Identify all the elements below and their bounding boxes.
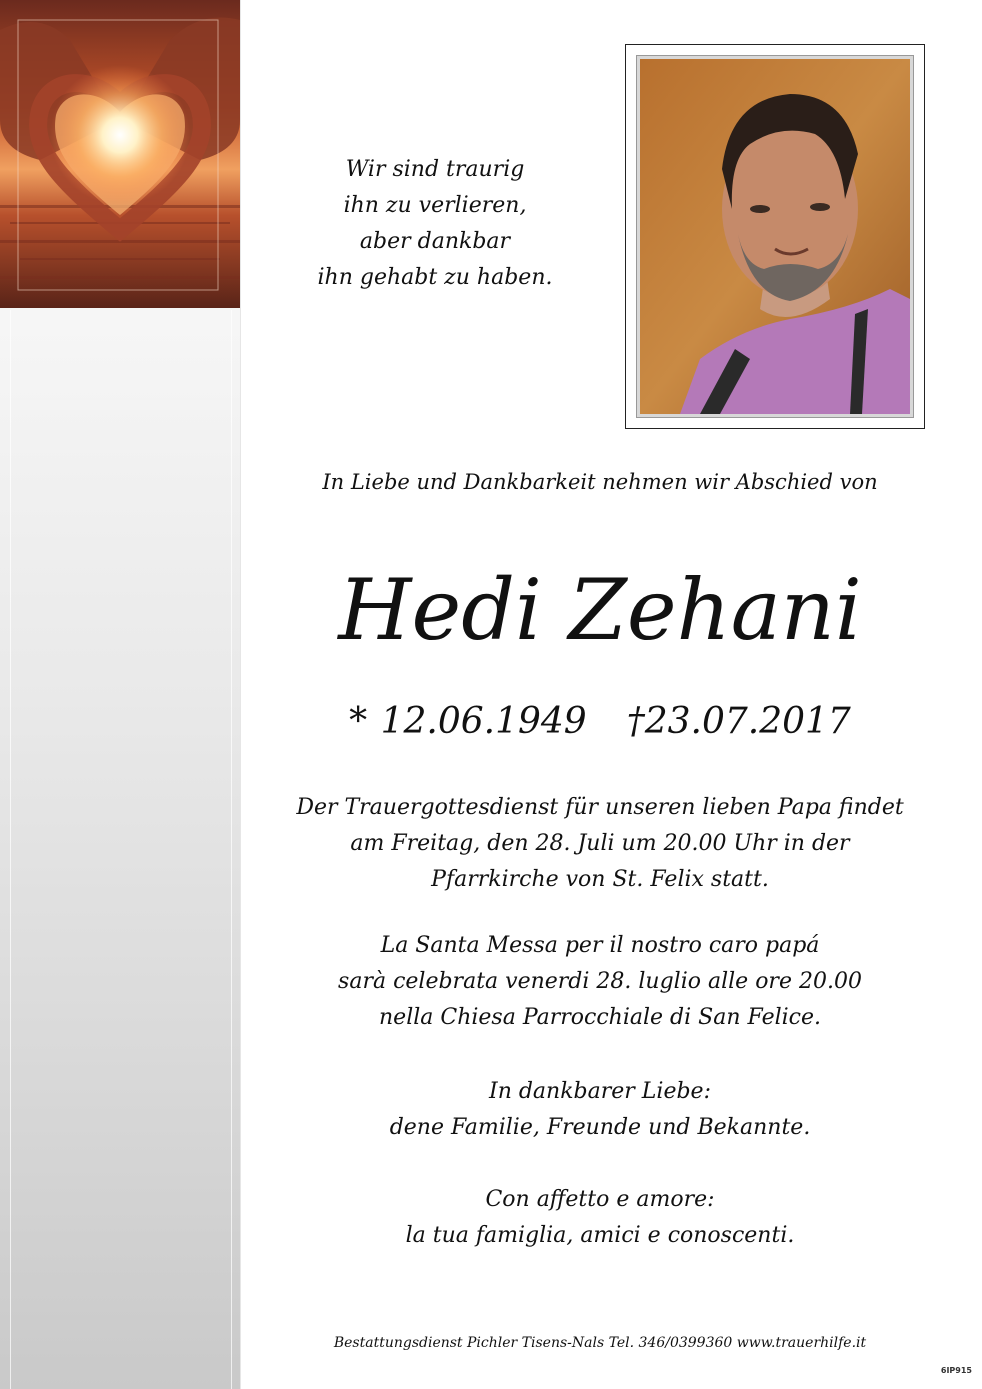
text-line: nella Chiesa Parrocchiale di San Felice. [379,1005,821,1030]
deceased-name: Hedi Zehani [338,561,862,659]
quote-line: Wir sind traurig [345,157,525,182]
text-line: sarà celebrata venerdi 28. luglio alle ore 20.00 [338,969,862,994]
quote-line: ihn zu verlieren, [343,193,527,218]
decorative-sidebar [0,0,241,1389]
intro-text: In Liebe und Dankbarkeit nehmen wir Abschied von [322,470,878,494]
text-line: am Freitag, den 28. Juli um 20.00 Uhr in der [350,831,850,856]
memorial-quote [295,152,575,296]
birth-date: * 12.06.1949 [349,701,587,742]
document-code: 6IP915 [940,1366,972,1375]
death-date: †23.07.2017 [626,701,851,742]
text-line: In dankbarer Liebe: [489,1079,711,1104]
text-line: La Santa Messa per il nostro caro papá [380,933,820,958]
german-closing [250,1074,950,1146]
text-line: Pfarrkirche von St. Felix statt. [431,867,769,892]
portrait-frame [625,44,925,429]
life-dates [250,697,950,747]
text-line: la tua famiglia, amici e conoscenti. [405,1223,795,1248]
heart-hands-sunset-image [0,0,240,308]
text-line: Der Trauergottesdienst für unseren lieben Papa findet [296,795,904,820]
funeral-service-footer: Bestattungsdienst Pichler Tisens-Nals Tel. 346/0399360 www.trauerhilfe.it [333,1335,867,1351]
text-line: dene Familie, Freunde und Bekannte. [389,1115,811,1140]
german-service-announcement [250,790,950,898]
text-line: Con affetto e amore: [485,1187,715,1212]
sidebar-border-lines [10,310,232,1389]
quote-line: aber dankbar [359,229,511,254]
italian-service-announcement [250,928,950,1036]
italian-closing [250,1182,950,1254]
quote-line: ihn gehabt zu haben. [317,265,553,290]
portrait-photo [636,55,914,418]
